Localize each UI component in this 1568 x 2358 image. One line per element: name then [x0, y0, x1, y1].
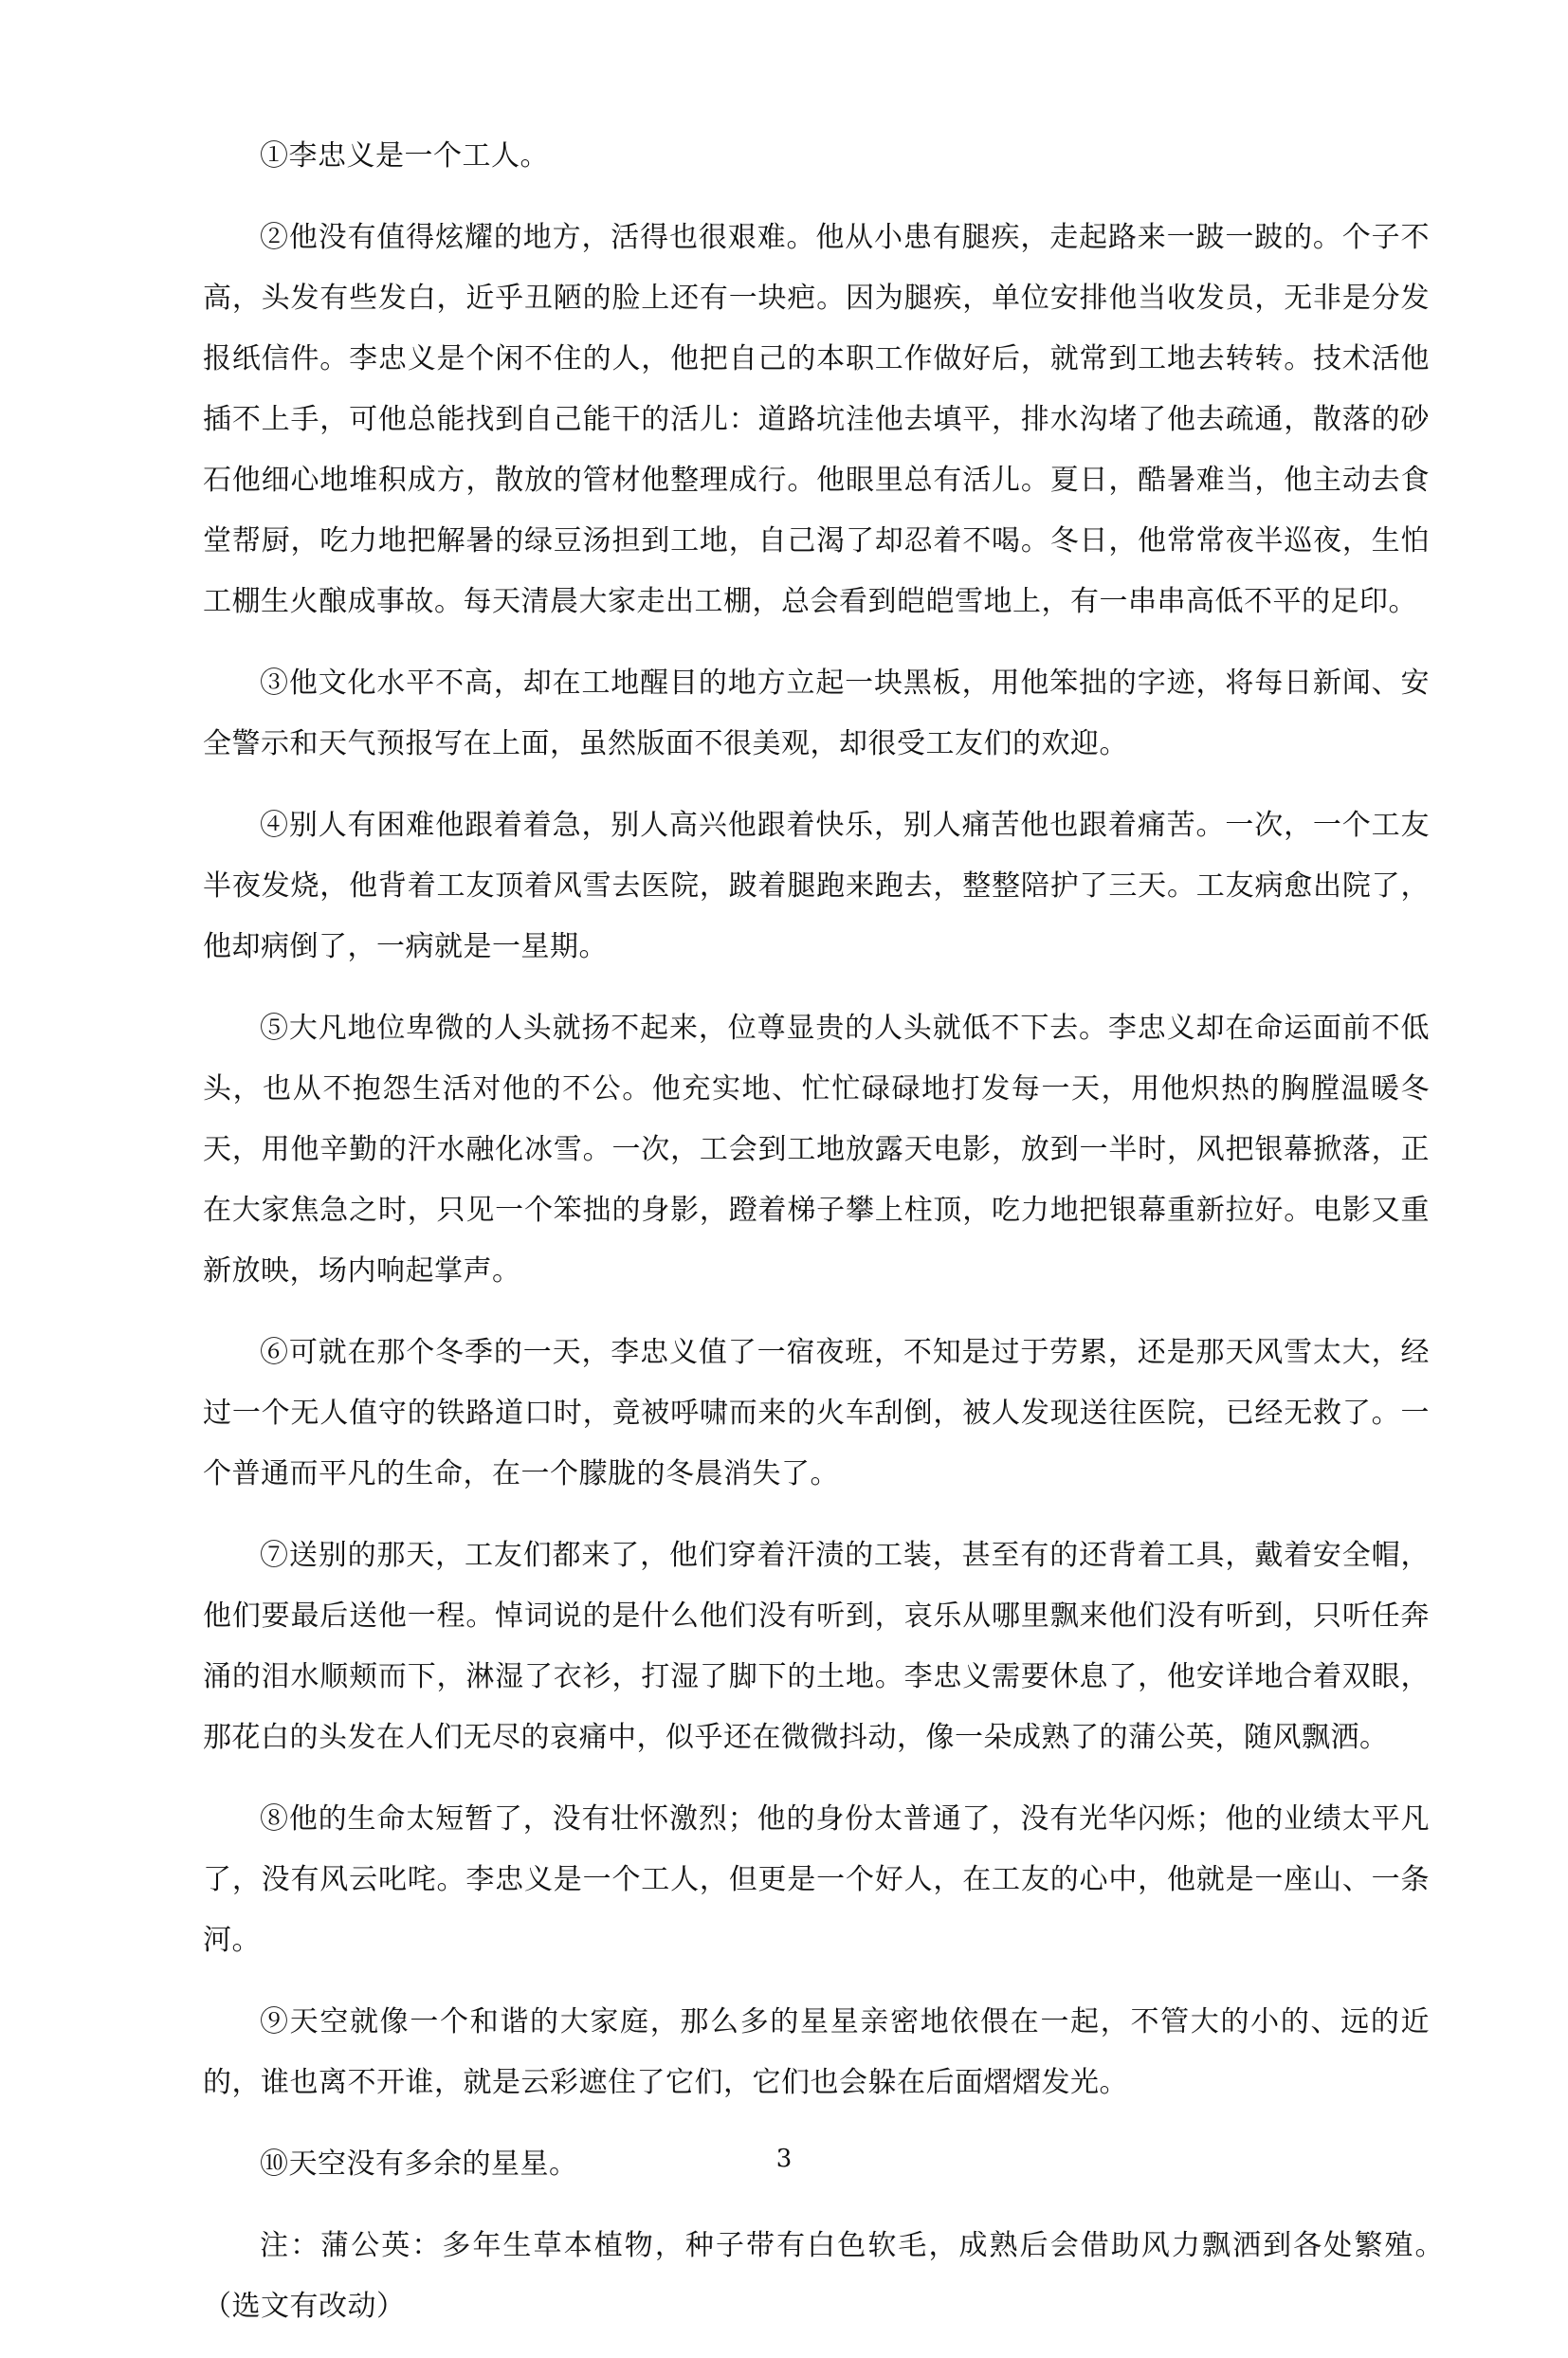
article-body: [203, 126, 1459, 2358]
paragraph-3: ③他文化水平不高，却在工地醒目的地方立起一块黑板，用他笨拙的字迹，将每日新闻、安全警示和天气预报写在上面，虽然版面不很美观，却很受工友们的欢迎。: [203, 667, 1430, 760]
page-number: 3: [775, 2145, 793, 2173]
paragraph-7: ⑦送别的那天，工友们都来了，他们穿着汗渍的工装，甚至有的还背着工具，戴着安全帽，他们要最后送他一程。悼词说的是什么他们没有听到，哀乐从哪里飘来他们没有听到，只听任奔涌的泪水顺颊而下，淋湿了衣衫，打湿了脚下的土地。李忠义需要休息了，他安详地合着双眼，那花白的头发在人们无尽的哀痛中，似乎还在微微抖动，像一朵成熟了的蒲公英，随风飘洒。: [203, 1539, 1430, 1754]
paragraph-8: ⑧他的生命太短暂了，没有壮怀激烈；他的身份太普通了，没有光华闪烁；他的业绩太平凡了，没有风云叱咤。李忠义是一个工人，但更是一个好人，在工友的心中，他就是一座山、一条河。: [203, 1802, 1430, 1957]
paragraph-1: ①李忠义是一个工人。: [260, 139, 549, 173]
paragraph-9: ⑨天空就像一个和谐的大家庭，那么多的星星亲密地依偎在一起，不管大的小的、远的近的，谁也离不开谁，就是云彩遮住了它们，它们也会躲在后面熠熠发光。: [203, 2005, 1430, 2099]
paragraph-2: ②他没有值得炫耀的地方，活得也很艰难。他从小患有腿疾，走起路来一跛一跛的。个子不高，头发有些发白，近乎丑陋的脸上还有一块疤。因为腿疾，单位安排他当收发员，无非是分发报纸信件。李忠义是个闲不住的人，他把自己的本职工作做好后，就常到工地去转转。技术活他插不上手，可他总能找到自己能干的活儿：道路坑洼他去填平，排水沟堵了他去疏通，散落的砂石他细心地堆积成方，散放的管材他整理成行。他眼里总有活儿。夏日，酷暑难当，他主动去食堂帮厨，吃力地把解暑的绿豆汤担到工地，自己渴了却忍着不喝。冬日，他常常夜半巡夜，生怕工棚生火酿成事故。每天清晨大家走出工棚，总会看到皑皑雪地上，有一串串高低不平的足印。: [203, 221, 1430, 618]
paragraph-4: ④别人有困难他跟着着急，别人高兴他跟着快乐，别人痛苦他也跟着痛苦。一次，一个工友半夜发烧，他背着工友顶着风雪去医院，跛着腿跑来跑去，整整陪护了三天。工友病愈出院了，他却病倒了，一病就是一星期。: [203, 809, 1430, 963]
footnote: 注：蒲公英：多年生草本植物，种子带有白色软毛，成熟后会借助风力飘洒到各处繁殖。 （选文有改动）: [203, 2229, 1459, 2323]
paragraph-6: ⑥可就在那个冬季的一天，李忠义值了一宿夜班，不知是过于劳累，还是那天风雪太大，经过一个无人值守的铁路道口时，竟被呼啸而来的火车刮倒，被人发现送往医院，已经无救了。一个普通而平凡的生命，在一个朦胧的冬晨消失了。: [203, 1336, 1430, 1490]
paragraph-5: ⑤大凡地位卑微的人头就扬不起来，位尊显贵的人头就低不下去。李忠义却在命运面前不低头，也从不抱怨生活对他的不公。他充实地、忙忙碌碌地打发每一天，用他炽热的胸膛温暖冬天，用他辛勤的汗水融化冰雪。一次，工会到工地放露天电影，放到一半时，风把银幕掀落，正在大家焦急之时，只见一个笨拙的身影，蹬着梯子攀上柱顶，吃力地把银幕重新拉好。电影又重新放映，场内响起掌声。: [203, 1012, 1430, 1288]
paragraph-10: ⑩天空没有多余的星星。: [260, 2148, 578, 2181]
